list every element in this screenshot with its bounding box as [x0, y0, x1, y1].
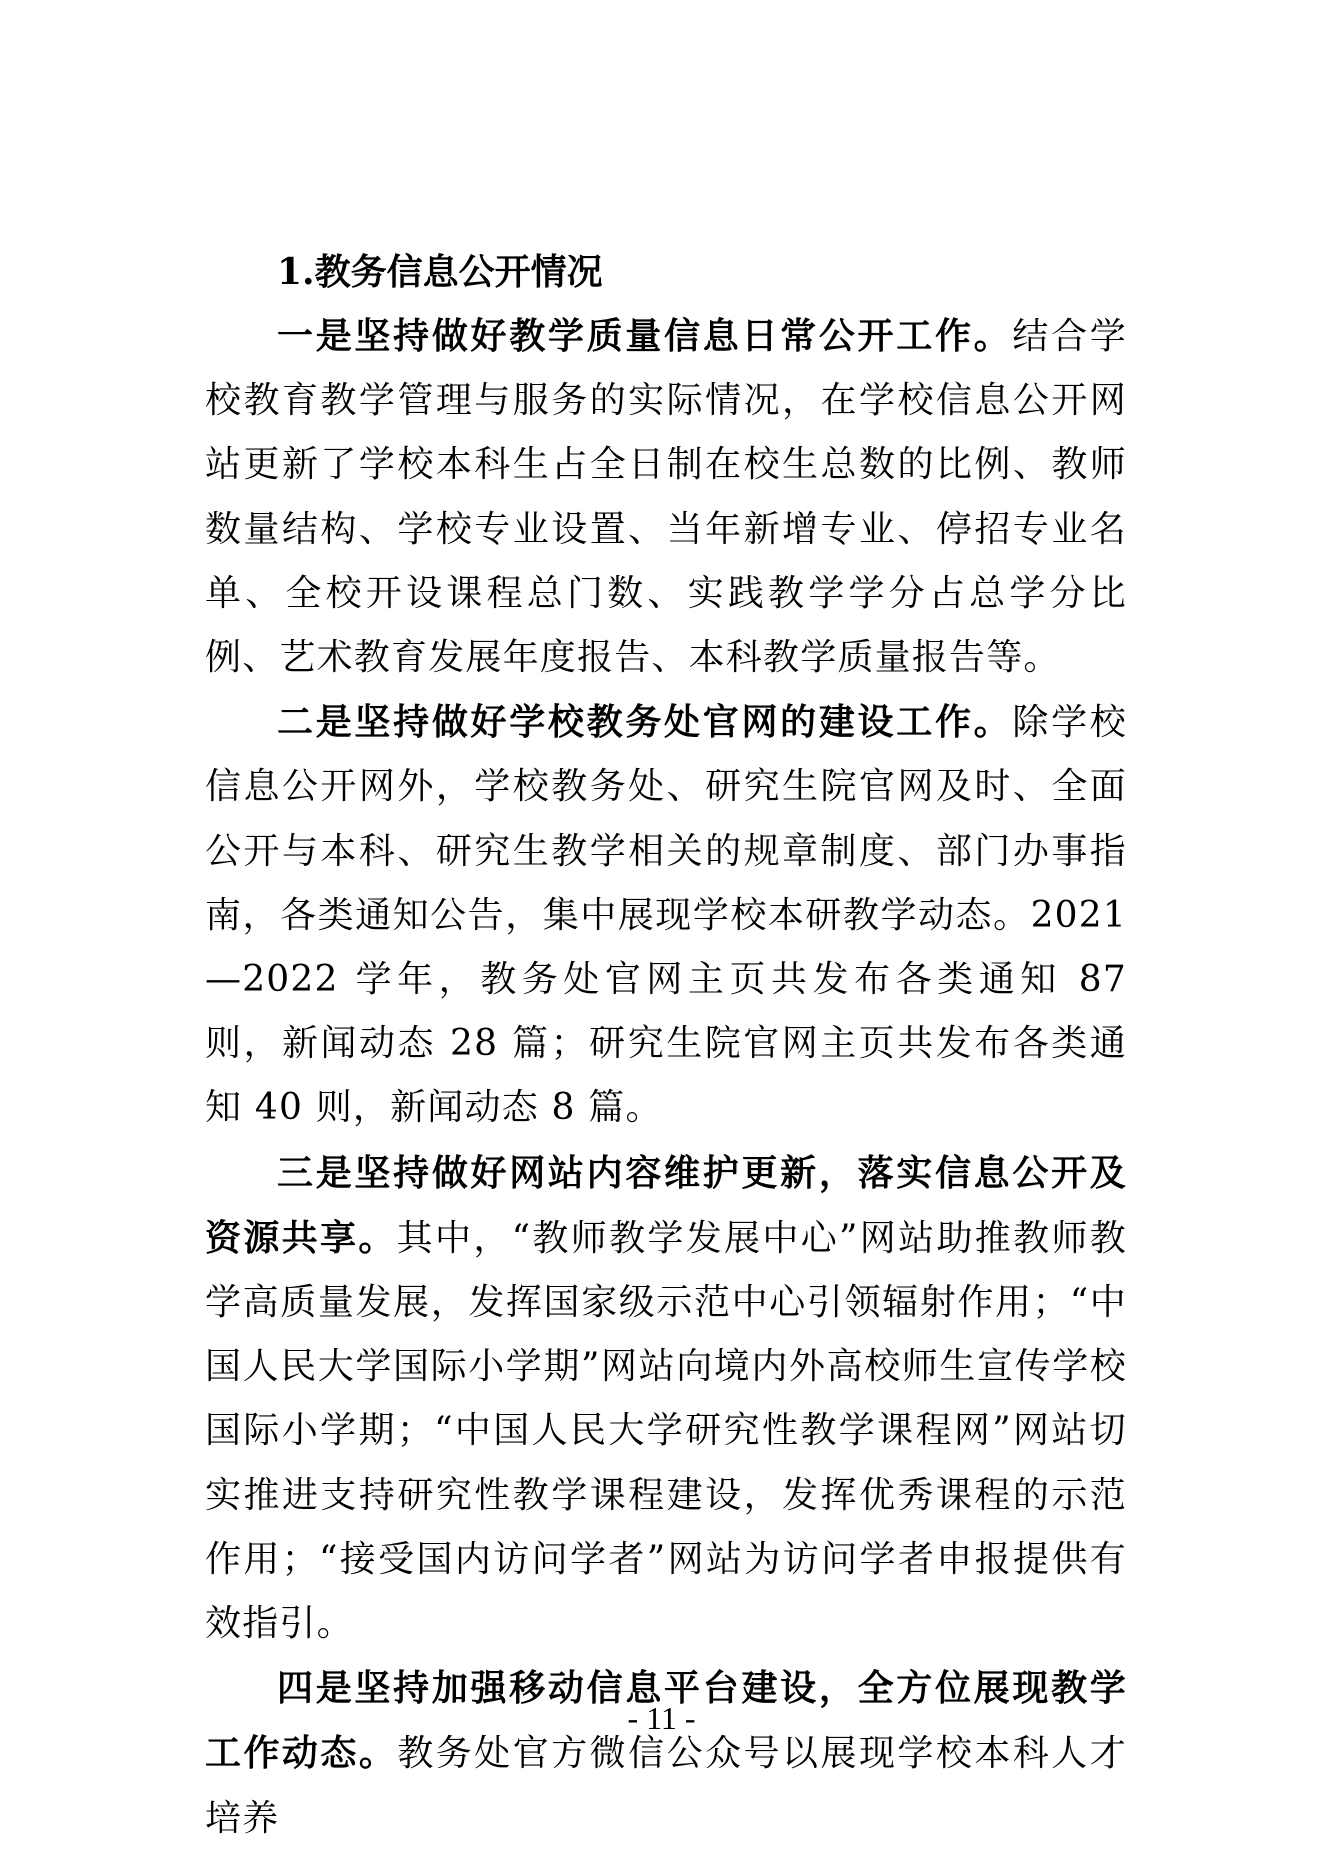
paragraph-2-body: 除学校信息公开网外，学校教务处、研究生院官网及时、全面公开与本科、研究生教学相关的规章制度、部门办事指南，各类通知公告，集中展现学校本研教学动态。2021—2022 学年，教务处官网主页共发布各类通知 87 则，新闻动态 28 篇；研究生院官网主页共发布各类通知 40 则，新闻动态 8 篇。	[205, 702, 1127, 1129]
paragraph-3	[205, 1141, 1127, 1657]
paragraph-2-lead: 二是坚持做好学校教务处官网的建设工作。	[277, 701, 1013, 744]
paragraph-1	[205, 304, 1127, 690]
paragraph-1-lead: 一是坚持做好教学质量信息日常公开工作。	[277, 315, 1013, 357]
section-heading: 1.教务信息公开情况	[277, 251, 603, 293]
document-body	[205, 240, 1127, 1851]
paragraph-3-body: 其中，“教师教学发展中心”网站助推教师教学高质量发展，发挥国家级示范中心引领辐射作用；“中国人民大学国际小学期”网站向境内外高校师生宣传学校国际小学期；“中国人民大学研究性教学课程网”网站切实推进支持研究性教学课程建设，发挥优秀课程的示范作用；“接受国内访问学者”网站为访问学者申报提供有效指引。	[205, 1217, 1127, 1645]
paragraph-2	[205, 690, 1127, 1140]
paragraph-4-lead: 四是坚持加强移动信息平台建设，全方位展现教学工作动态。	[205, 1667, 1127, 1775]
paragraph-3-lead: 三是坚持做好网站内容维护更新，落实信息公开及资源共享。	[205, 1151, 1127, 1259]
paragraph-1-body: 结合学校教育教学管理与服务的实际情况，在学校信息公开网站更新了学校本科生占全日制在校生总数的比例、教师数量结构、学校专业设置、当年新增专业、停招专业名单、全校开设课程总门数、实践教学学分占总学分比例、艺术教育发展年度报告、本科教学质量报告等。	[205, 316, 1127, 679]
paragraph-4	[205, 1656, 1127, 1851]
paragraph-4-body: 教务处官方微信公众号以展现学校本科人才培养	[205, 1733, 1127, 1839]
page-number: - 11 -	[627, 1700, 696, 1736]
